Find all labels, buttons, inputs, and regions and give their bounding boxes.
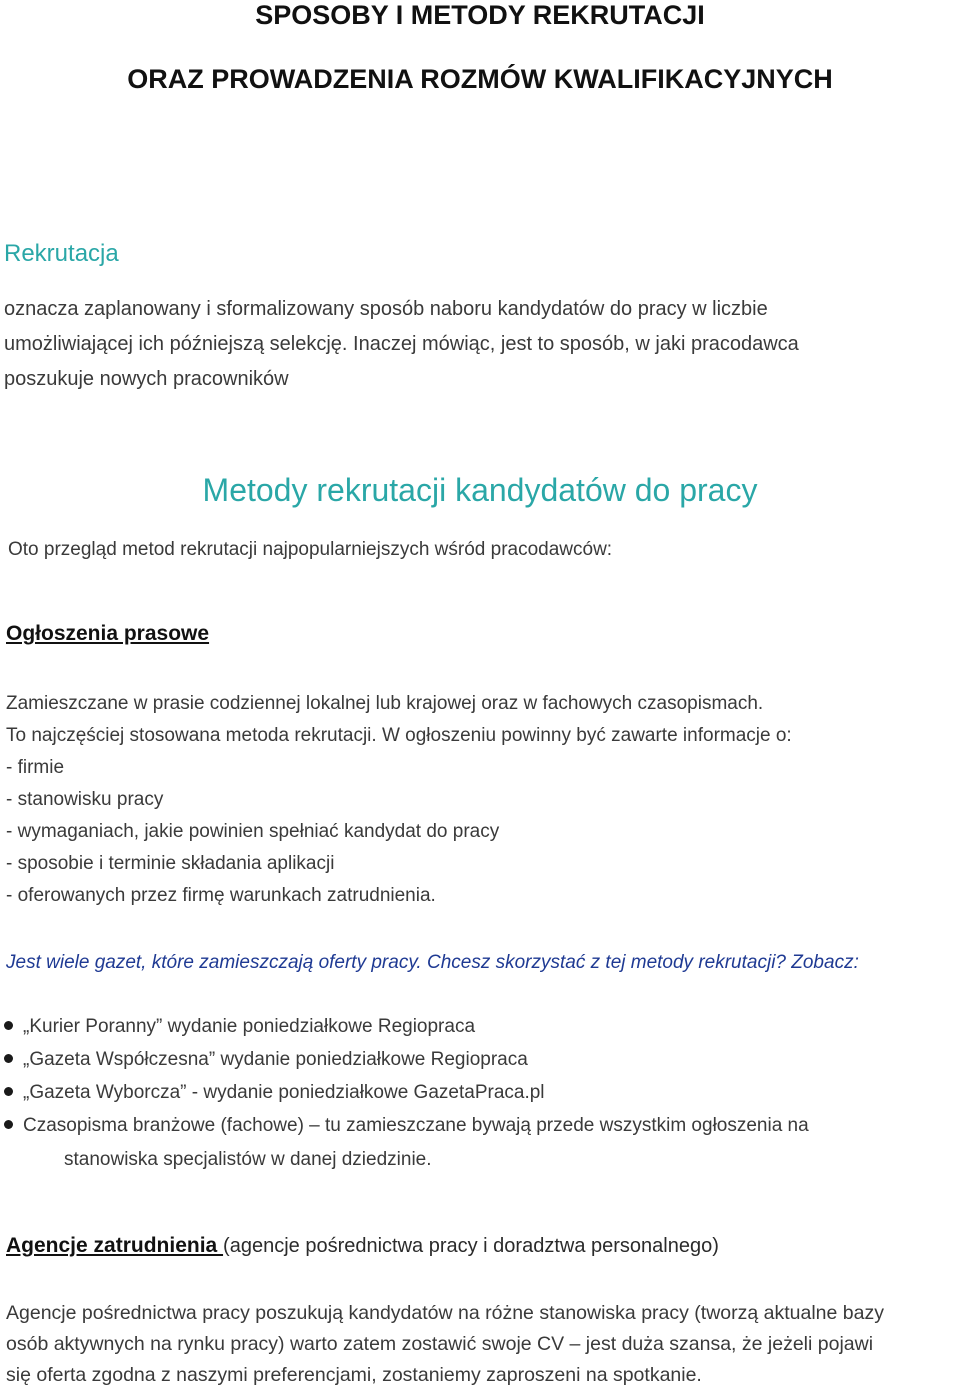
bullet-text: „Gazeta Wyborcza” - wydanie poniedziałkowe GazetaPraca.pl: [23, 1082, 545, 1103]
bullet-icon: [4, 1021, 13, 1030]
rekrutacja-heading: Rekrutacja: [4, 240, 119, 267]
agencje-heading: Agencje zatrudnienia: [6, 1234, 224, 1257]
rekrutacja-line: umożliwiającej ich późniejszą selekcję. Inaczej mówiąc, jest to sposób, w jaki pracodawca: [4, 333, 799, 355]
ogloszenia-paragraph: [6, 688, 792, 912]
bullet-icon: [4, 1120, 13, 1129]
metody-intro: Oto przegląd metod rekrutacji najpopularniejszych wśród pracodawców:: [8, 539, 613, 560]
agencje-paragraph: [6, 1298, 884, 1391]
document-title-line-2: ORAZ PROWADZENIA ROZMÓW KWALIFIKACYJNYCH: [127, 64, 833, 94]
document-title-line-1: SPOSOBY I METODY REKRUTACJI: [255, 0, 705, 30]
bullet-item: [4, 1016, 475, 1038]
bullet-item: [4, 1049, 528, 1071]
dash-item: - firmie: [6, 757, 65, 778]
agencje-line: osób aktywnych na rynku pracy) warto zatem zostawić swoje CV – jest duża szansa, że jeżeli pojawi: [6, 1333, 874, 1355]
bullet-text: „Kurier Poranny” wydanie poniedziałkowe Regiopraca: [23, 1016, 476, 1037]
bullet-icon: [4, 1054, 13, 1063]
bullet-continuation: stanowiska specjalistów w danej dziedzinie.: [64, 1149, 432, 1170]
agencje-heading-suffix: (agencje pośrednictwa pracy i doradztwa personalnego): [223, 1235, 719, 1257]
agencje-line: Agencje pośrednictwa pracy poszukują kandydatów na różne stanowiska pracy (tworzą aktualne bazy: [6, 1302, 884, 1324]
agencje-line: się oferta zgodna z naszymi preferencjami, zostaniemy zaproszeni na spotkanie.: [6, 1364, 702, 1386]
dash-item: - sposobie i terminie składania aplikacji: [6, 853, 335, 874]
dash-item: - oferowanych przez firmę warunkach zatrudnienia.: [6, 885, 436, 906]
ogloszenia-line: Zamieszczane w prasie codziennej lokalnej lub krajowej oraz w fachowych czasopismach.: [6, 693, 764, 714]
ogloszenia-line: To najczęściej stosowana metoda rekrutacji. W ogłoszeniu powinny być zawarte informacje o:: [6, 725, 792, 746]
bullet-icon: [4, 1087, 13, 1096]
dash-item: - stanowisku pracy: [6, 789, 164, 810]
metody-heading: Metody rekrutacji kandydatów do pracy: [202, 472, 758, 508]
bullet-item: [4, 1115, 809, 1137]
rekrutacja-paragraph: [4, 292, 799, 397]
gazety-italic-note: Jest wiele gazet, które zamieszczają oferty pracy. Chcesz skorzystać z tej metody rekrutacji? Zobacz:: [6, 952, 859, 973]
rekrutacja-line: oznacza zaplanowany i sformalizowany sposób naboru kandydatów do pracy w liczbie: [4, 298, 768, 320]
agencje-heading-row: [6, 1234, 719, 1258]
rekrutacja-line: poszukuje nowych pracowników: [4, 368, 289, 390]
bullet-text: „Gazeta Współczesna” wydanie poniedziałkowe Regiopraca: [23, 1049, 528, 1070]
ogloszenia-heading: Ogłoszenia prasowe: [6, 622, 210, 645]
bullet-text: Czasopisma branżowe (fachowe) – tu zamieszczane bywają przede wszystkim ogłoszenia na: [23, 1115, 809, 1136]
bullet-item: [4, 1082, 545, 1104]
dash-item: - wymaganiach, jakie powinien spełniać kandydat do pracy: [6, 821, 500, 842]
